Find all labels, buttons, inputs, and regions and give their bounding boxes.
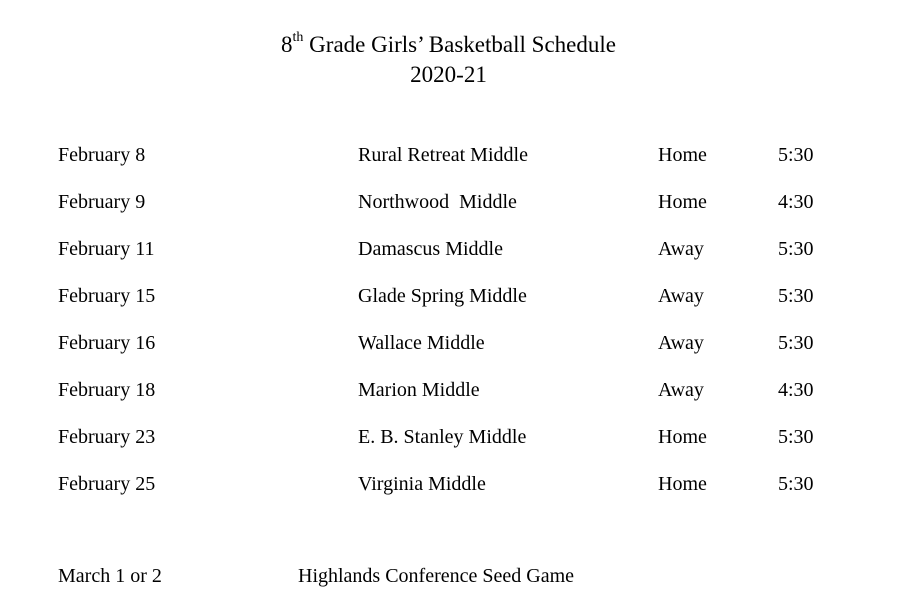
game-opponent: E. B. Stanley Middle [358,426,527,448]
game-date: February 8 [58,144,146,166]
game-time: 5:30 [778,238,814,260]
game-date: February 23 [58,426,156,448]
grade-suffix: th [292,30,304,46]
seed-game-date: March 1 or 2 [58,565,162,587]
game-time: 5:30 [778,332,814,354]
schedule-row [0,421,897,468]
game-opponent: Virginia Middle [358,473,486,495]
seed-game-event: Highlands Conference Seed Game [298,565,575,587]
game-location: Away [658,238,704,260]
schedule-row [0,233,897,280]
seed-game-row [0,560,897,594]
grade-number: 8 [281,32,293,57]
season-year: 2020-21 [410,62,487,87]
schedule-row [0,139,897,186]
game-opponent: Northwood Middle [358,191,517,213]
game-location: Away [658,379,704,401]
schedule-row [0,374,897,421]
game-date: February 18 [58,379,156,401]
game-location: Home [658,473,707,495]
title-text: Grade Girls’ Basketball Schedule [303,32,616,57]
schedule-row [0,327,897,374]
game-time: 5:30 [778,473,814,495]
game-opponent: Marion Middle [358,379,480,401]
game-date: February 11 [58,238,155,260]
game-opponent: Damascus Middle [358,238,503,260]
game-location: Home [658,426,707,448]
game-location: Home [658,144,707,166]
game-location: Home [658,191,707,213]
game-time: 5:30 [778,144,814,166]
game-date: February 15 [58,285,156,307]
game-time: 4:30 [778,191,814,213]
game-location: Away [658,285,704,307]
game-date: February 16 [58,332,156,354]
game-date: February 9 [58,191,146,213]
game-time: 5:30 [778,285,814,307]
game-time: 5:30 [778,426,814,448]
game-location: Away [658,332,704,354]
game-opponent: Wallace Middle [358,332,485,354]
schedule-list [0,139,897,515]
game-date: February 25 [58,473,156,495]
page-title [0,31,897,59]
schedule-row [0,186,897,233]
game-opponent: Rural Retreat Middle [358,144,528,166]
schedule-row [0,468,897,515]
game-time: 4:30 [778,379,814,401]
schedule-row [0,280,897,327]
game-opponent: Glade Spring Middle [358,285,527,307]
